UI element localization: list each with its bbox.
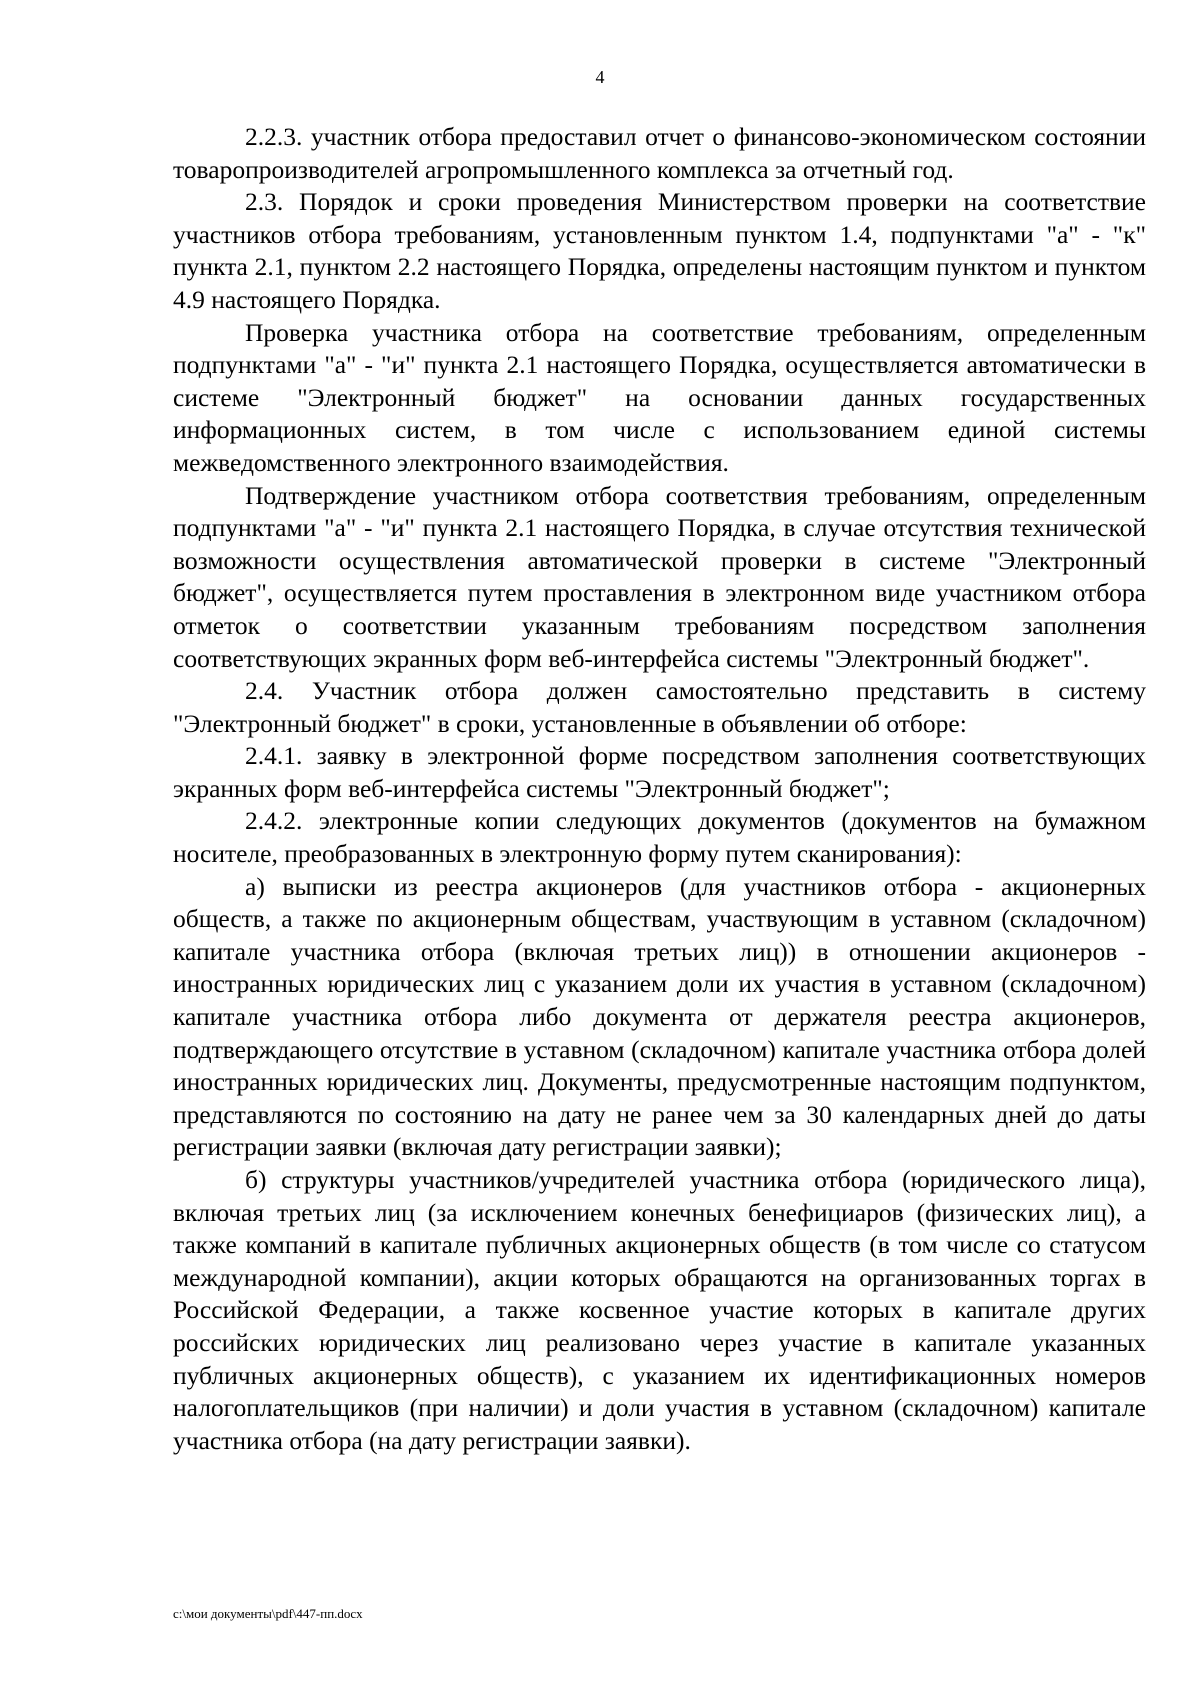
document-body — [173, 121, 1146, 1457]
paragraph-2-2-3: 2.2.3. участник отбора предоставил отчет о финансово-экономическом состоянии товаропроизводителей агропромышленного комплекса за отчетный год. — [173, 122, 1146, 184]
paragraph-item-a: а) выписки из реестра акционеров (для участников отбора - акционерных обществ, а также по акционерным обществам, участвующим в уставном (складочном) капитале участника отбора (включая третьих лиц)) в отношении акционеров - иностранных юридических лиц с указанием доли их участия в уставном (складочном) капитале участника отбора либо документа от держателя реестра акционеров, подтверждающего отсутствие в уставном (складочном) капитале участника отбора долей иностранных юридических лиц. Документы, предусмотренные настоящим подпунктом, представляются по состоянию на дату не ранее чем за 30 календарных дней до даты регистрации заявки (включая дату регистрации заявки); — [173, 871, 1146, 1162]
paragraph-confirmation: Подтверждение участником отбора соответствия требованиям, определенным подпунктами "а" - "и" пункта 2.1 настоящего Порядка, в случае отсутствия технической возможности осуществления автоматической проверки в системе "Электронный бюджет", осуществляется путем проставления в электронном виде участником отбора отметок о соответствии указанным требованиям посредством заполнения соответствующих экранных форм веб-интерфейса системы "Электронный бюджет". — [173, 480, 1146, 673]
footer-file-path: c:\мои документы\pdf\447-пп.docx — [173, 1606, 363, 1621]
paragraph-2-3: 2.3. Порядок и сроки проведения Министерством проверки на соответствие участников отбора требованиям, установленным пунктом 1.4, подпунктами "а" - "к" пункта 2.1, пунктом 2.2 настоящего Порядка, определены настоящим пунктом и пунктом 4.9 настоящего Порядка. — [173, 187, 1146, 314]
paragraph-automatic-check: Проверка участника отбора на соответствие требованиям, определенным подпунктами "а" - "и" пункта 2.1 настоящего Порядка, осуществляется автоматически в системе "Электронный бюджет" на основании данных государственных информационных систем, в том числе с использованием единой системы межведомственного электронного взаимодействия. — [173, 317, 1146, 477]
paragraph-2-4-2: 2.4.2. электронные копии следующих документов (документов на бумажном носителе, преобразованных в электронную форму путем сканирования): — [173, 806, 1146, 869]
paragraph-2-4: 2.4. Участник отбора должен самостоятельно представить в систему "Электронный бюджет" в сроки, установленные в объявлении об отборе: — [173, 676, 1146, 738]
paragraph-2-4-1: 2.4.1. заявку в электронной форме посредством заполнения соответствующих экранных форм веб-интерфейса системы "Электронный бюджет"; — [173, 741, 1146, 803]
page-number: 4 — [595, 67, 605, 87]
paragraph-item-b: б) структуры участников/учредителей участника отбора (юридического лица), включая третьих лиц (за исключением конечных бенефициаров (физических лиц), а также компаний в капитале публичных акционерных обществ (в том числе со статусом международной компании), акции которых обращаются на организованных торгах в Российской Федерации, а также косвенное участие которых в капитале других российских юридических лиц реализовано через участие в капитале указанных публичных акционерных обществ), с указанием их идентификационных номеров налогоплательщиков (при наличии) и доли участия в уставном (складочном) капитале участника отбора (на дату регистрации заявки). — [173, 1165, 1146, 1455]
